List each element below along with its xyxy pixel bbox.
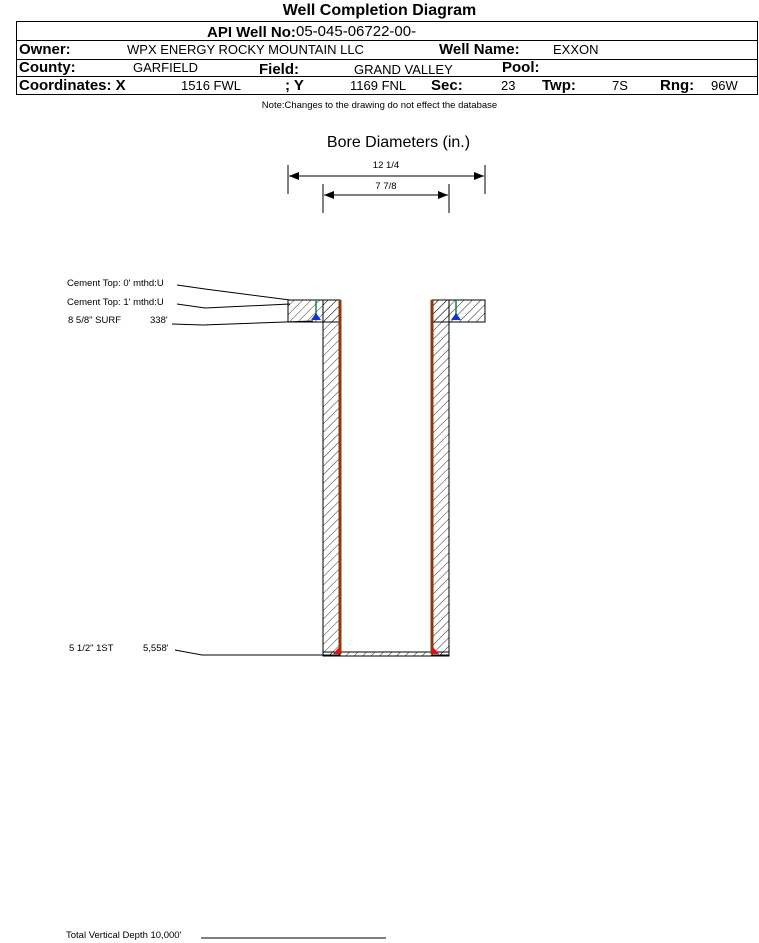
bore-dimension-inner xyxy=(323,184,449,213)
cement-top-leader-1 xyxy=(177,285,290,300)
county-value: GARFIELD xyxy=(133,60,199,75)
rng-value: 96W xyxy=(711,78,738,93)
production-casing-depth: 5,558' xyxy=(143,643,169,654)
field-label: Field: xyxy=(259,61,299,78)
production-casing-name: 5 1/2" 1ST xyxy=(69,643,114,654)
cement-top-label-2: Cement Top: 1' mthd:U xyxy=(67,297,164,308)
well-name-value: EXXON xyxy=(553,42,599,57)
rng-label: Rng: xyxy=(660,77,695,94)
y-value: 1169 FNL xyxy=(350,78,407,93)
owner-value: WPX ENERGY ROCKY MOUNTAIN LLC xyxy=(127,42,364,57)
surface-casing-name: 8 5/8" SURF xyxy=(68,315,122,326)
coordinates-label: Coordinates: X xyxy=(19,77,126,94)
annulus-cement-right xyxy=(432,300,449,655)
bore-diameter-outer: 12 1/4 xyxy=(372,160,400,171)
county-label: County: xyxy=(19,59,76,76)
twp-value: 7S xyxy=(612,78,628,93)
surface-casing-depth: 338' xyxy=(150,315,168,326)
well-name-label: Well Name: xyxy=(439,41,520,58)
api-value: 05-045-06722-00- xyxy=(296,23,417,40)
twp-label: Twp: xyxy=(542,77,576,94)
diagram-title: Well Completion Diagram xyxy=(282,2,477,19)
bore-diameter-inner: 7 7/8 xyxy=(375,181,397,192)
bottom-cement xyxy=(323,652,449,656)
api-label: API Well No: xyxy=(207,24,296,41)
pool-label: Pool: xyxy=(502,59,540,76)
sec-value: 23 xyxy=(501,78,516,93)
sec-label: Sec: xyxy=(431,77,463,94)
cement-top-leader-2 xyxy=(177,304,290,308)
x-value: 1516 FWL xyxy=(181,78,241,93)
y-label: ; Y xyxy=(285,77,304,94)
bore-dimension-outer xyxy=(288,165,485,194)
surface-casing-leader xyxy=(172,321,313,325)
production-casing-leader xyxy=(175,650,338,655)
owner-label: Owner: xyxy=(19,41,71,58)
database-note: Note:Changes to the drawing do not effect the database xyxy=(261,100,498,111)
cement-top-label-1: Cement Top: 0' mthd:U xyxy=(67,278,164,289)
field-value: GRAND VALLEY xyxy=(354,62,453,77)
total-vertical-depth-label: Total Vertical Depth 10,000' xyxy=(66,930,182,941)
annulus-cement-left xyxy=(323,300,340,655)
bore-diameters-title: Bore Diameters (in.) xyxy=(326,134,471,151)
